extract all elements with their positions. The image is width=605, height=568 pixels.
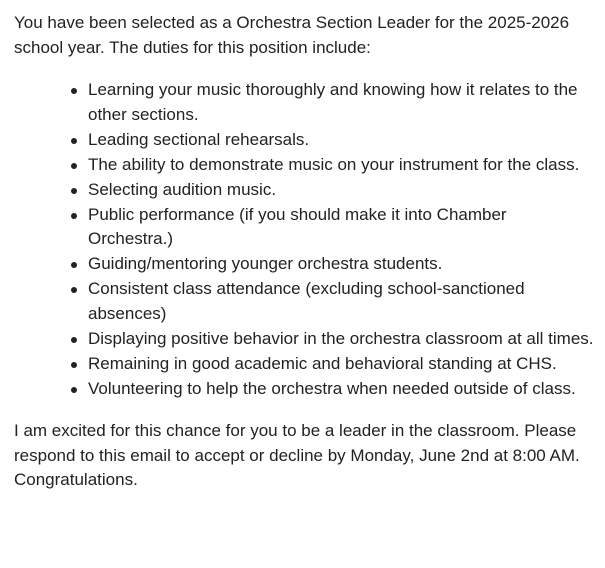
- list-item: [88, 203, 599, 252]
- duty-text: Consistent class attendance (excluding school-sanctioned absences): [88, 279, 525, 323]
- duties-list: [14, 78, 599, 401]
- list-item: [88, 153, 599, 178]
- bullet-icon: [71, 387, 77, 393]
- duty-text: Displaying positive behavior in the orchestra classroom at all times.: [88, 328, 594, 348]
- bullet-icon: [71, 88, 77, 94]
- bullet-icon: [71, 262, 77, 268]
- intro-paragraph: You have been selected as a Orchestra Section Leader for the 2025-2026 school year. The duties for this position include:: [14, 13, 570, 57]
- bullet-icon: [71, 163, 77, 169]
- list-item: [88, 178, 599, 203]
- duty-text: Learning your music thoroughly and knowing how it relates to the other sections.: [88, 80, 578, 124]
- bullet-icon: [71, 287, 77, 293]
- duty-text: Guiding/mentoring younger orchestra students.: [88, 254, 443, 273]
- duty-text: The ability to demonstrate music on your instrument for the class.: [88, 154, 580, 174]
- duty-text: Remaining in good academic and behavioral standing at CHS.: [88, 353, 557, 373]
- bullet-icon: [71, 188, 77, 194]
- list-item: [88, 377, 599, 402]
- duty-text: Public performance (if you should make it into Chamber Orchestra.): [88, 204, 507, 248]
- bullet-icon: [71, 337, 77, 343]
- list-item: [88, 277, 599, 326]
- list-item: [88, 128, 599, 153]
- list-item: [88, 327, 599, 352]
- list-item: [88, 78, 599, 127]
- duty-text: Leading sectional rehearsals.: [88, 129, 310, 149]
- list-item: [88, 352, 599, 377]
- email-body: [14, 11, 599, 493]
- closing-paragraph: I am excited for this chance for you to be a leader in the classroom. Please respond to this email to accept or decline by Monday, June 2nd at 8:00 AM. Congratulations.: [14, 421, 580, 489]
- list-item: [88, 252, 599, 277]
- duty-text: Selecting audition music.: [88, 179, 277, 199]
- bullet-icon: [71, 362, 77, 368]
- bullet-icon: [71, 213, 77, 219]
- duty-text: Volunteering to help the orchestra when needed outside of class.: [88, 378, 576, 398]
- bullet-icon: [71, 138, 77, 144]
